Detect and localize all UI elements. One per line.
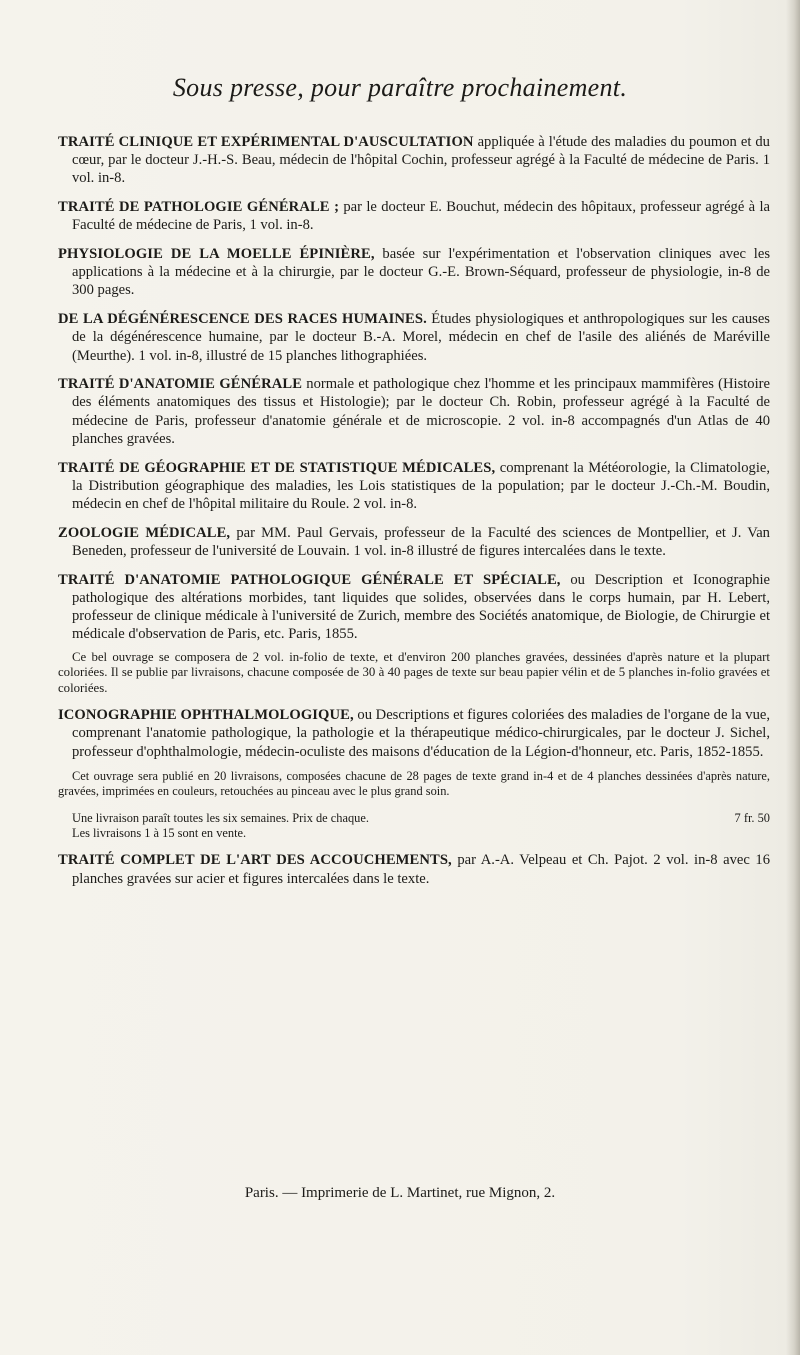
entry-iconographie: ICONOGRAPHIE OPHTHALMOLOGIQUE, ou Descriptions et figures coloriées des maladies de l'organe de la vue, comprenant l'anatomie pathologique, la pathologie et la thérapeutique médico-chirurgicales, par le docteur J. Sichel, professeur d'ophthalmologie, médecin-oculiste des maisons d'éducation de la Légion-d'honneur, etc. Paris, 1852-1855. — [58, 707, 770, 760]
availability-text: Les livraisons 1 à 15 sont en vente. — [72, 826, 247, 841]
entry-anatomie-generale: TRAITÉ D'ANATOMIE GÉNÉRALE normale et pathologique chez l'homme et les principaux mammifères (Histoire des éléments anatomiques des tissus et Histologie); par le docteur Ch. Robin, professeur agrégé à la Faculté de médecine de Paris, professeur d'anatomie générale et de microscopie. 2 vol. in-8 accompagnés d'un Atlas de 40 planches gravées. — [58, 376, 771, 447]
page-edge-shadow — [786, 0, 800, 1355]
entry-accouchements: TRAITÉ COMPLET DE L'ART DES ACCOUCHEMENTS, par A.-A. Velpeau et Ch. Pajot. 2 vol. in-8 avec 16 planches gravées sur acier et figures intercalées dans le texte. — [58, 852, 770, 887]
lebert-note — [58, 650, 770, 696]
entry-auscultation: TRAITÉ CLINIQUE ET EXPÉRIMENTAL D'AUSCULTATION appliquée à l'étude des maladies du poumon et du cœur, par le docteur J.-H.-S. Beau, médecin de l'hôpital Cochin, professeur agrégé à la Faculté de médecine de Paris. 1 vol. in-8. — [58, 134, 770, 187]
entry-pathologie: TRAITÉ DE PATHOLOGIE GÉNÉRALE ; par le docteur E. Bouchut, médecin des hôpitaux, professeur agrégé à la Faculté de médecine de Paris, 1 vol. in-8. — [58, 199, 771, 234]
iconographie-note — [58, 769, 770, 841]
entry-zoologie: ZOOLOGIE MÉDICALE, par MM. Paul Gervais, professeur de la Faculté des sciences de Montpellier, et J. Van Beneden, professeur de l'université de Louvain. 1 vol. in-8 illustré de figures intercalées dans le texte. — [58, 524, 770, 559]
price-text: Une livraison paraît toutes les six semaines. Prix de chaque. — [72, 811, 369, 826]
entry-geographie: TRAITÉ DE GÉOGRAPHIE ET DE STATISTIQUE MÉDICALES, comprenant la Météorologie, la Climatologie, la Distribution géographique des maladies, les Lois statistiques de la population; par le docteur J.-Ch.-M. Boudin, médecin en chef de l'hôpital militaire du Roule. 2 vol. in-8. — [58, 459, 771, 512]
page-header: Sous presse, pour paraître prochainement. — [172, 73, 628, 102]
price-line — [58, 811, 770, 826]
catalogue-list — [58, 133, 770, 898]
imprint-footer: Paris. — Imprimerie de L. Martinet, rue Mignon, 2. — [244, 1185, 556, 1201]
entry-physiologie: PHYSIOLOGIE DE LA MOELLE ÉPINIÈRE, basée sur l'expérimentation et l'observation cliniques avec les applications à la médecine et à la chirurgie, par le docteur G.-E. Brown-Séquard, professeur de physiologie, in-8 de 300 pages. — [58, 246, 770, 299]
iconographie-note-text: Cet ouvrage sera publié en 20 livraisons, composées chacune de 28 pages de texte grand in-4 et de 4 planches dessinées d'après nature, gravées, imprimées en couleurs, retouchées au pinceau avec le plus grand soin. — [58, 769, 770, 799]
entry-degenerescence: DE LA DÉGÉNÉRESCENCE DES RACES HUMAINES. Études physiologiques et anthropologiques sur les causes de la dégénérescence humaine, par le docteur B.-A. Morel, médecin en chef de l'asile des aliénés de Maréville (Meurthe). 1 vol. in-8, illustré de 15 planches lithographiées. — [58, 311, 770, 364]
price-value: 7 fr. 50 — [734, 811, 770, 826]
entry-anatomie-pathologique: TRAITÉ D'ANATOMIE PATHOLOGIQUE GÉNÉRALE ET SPÉCIALE, ou Description et Iconographie pathologique des altérations morbides, tant liquides que solides, observées dans le corps humain, par H. Lebert, professeur de clinique médicale à l'université de Zurich, membre des Sociétés anatomique, de Biologie, de Chirurgie et médicale d'observation de Paris, etc. Paris, 1855. — [58, 571, 771, 643]
lebert-note-text: Ce bel ouvrage se composera de 2 vol. in-folio de texte, et d'environ 200 planches gravées, dessinées d'après nature et la plupart coloriées. Il se publie par livraisons, chacune composée de 30 à 40 pages de texte sur beau papier vélin et de 5 planches in-folio gravées et coloriées. — [58, 649, 770, 695]
